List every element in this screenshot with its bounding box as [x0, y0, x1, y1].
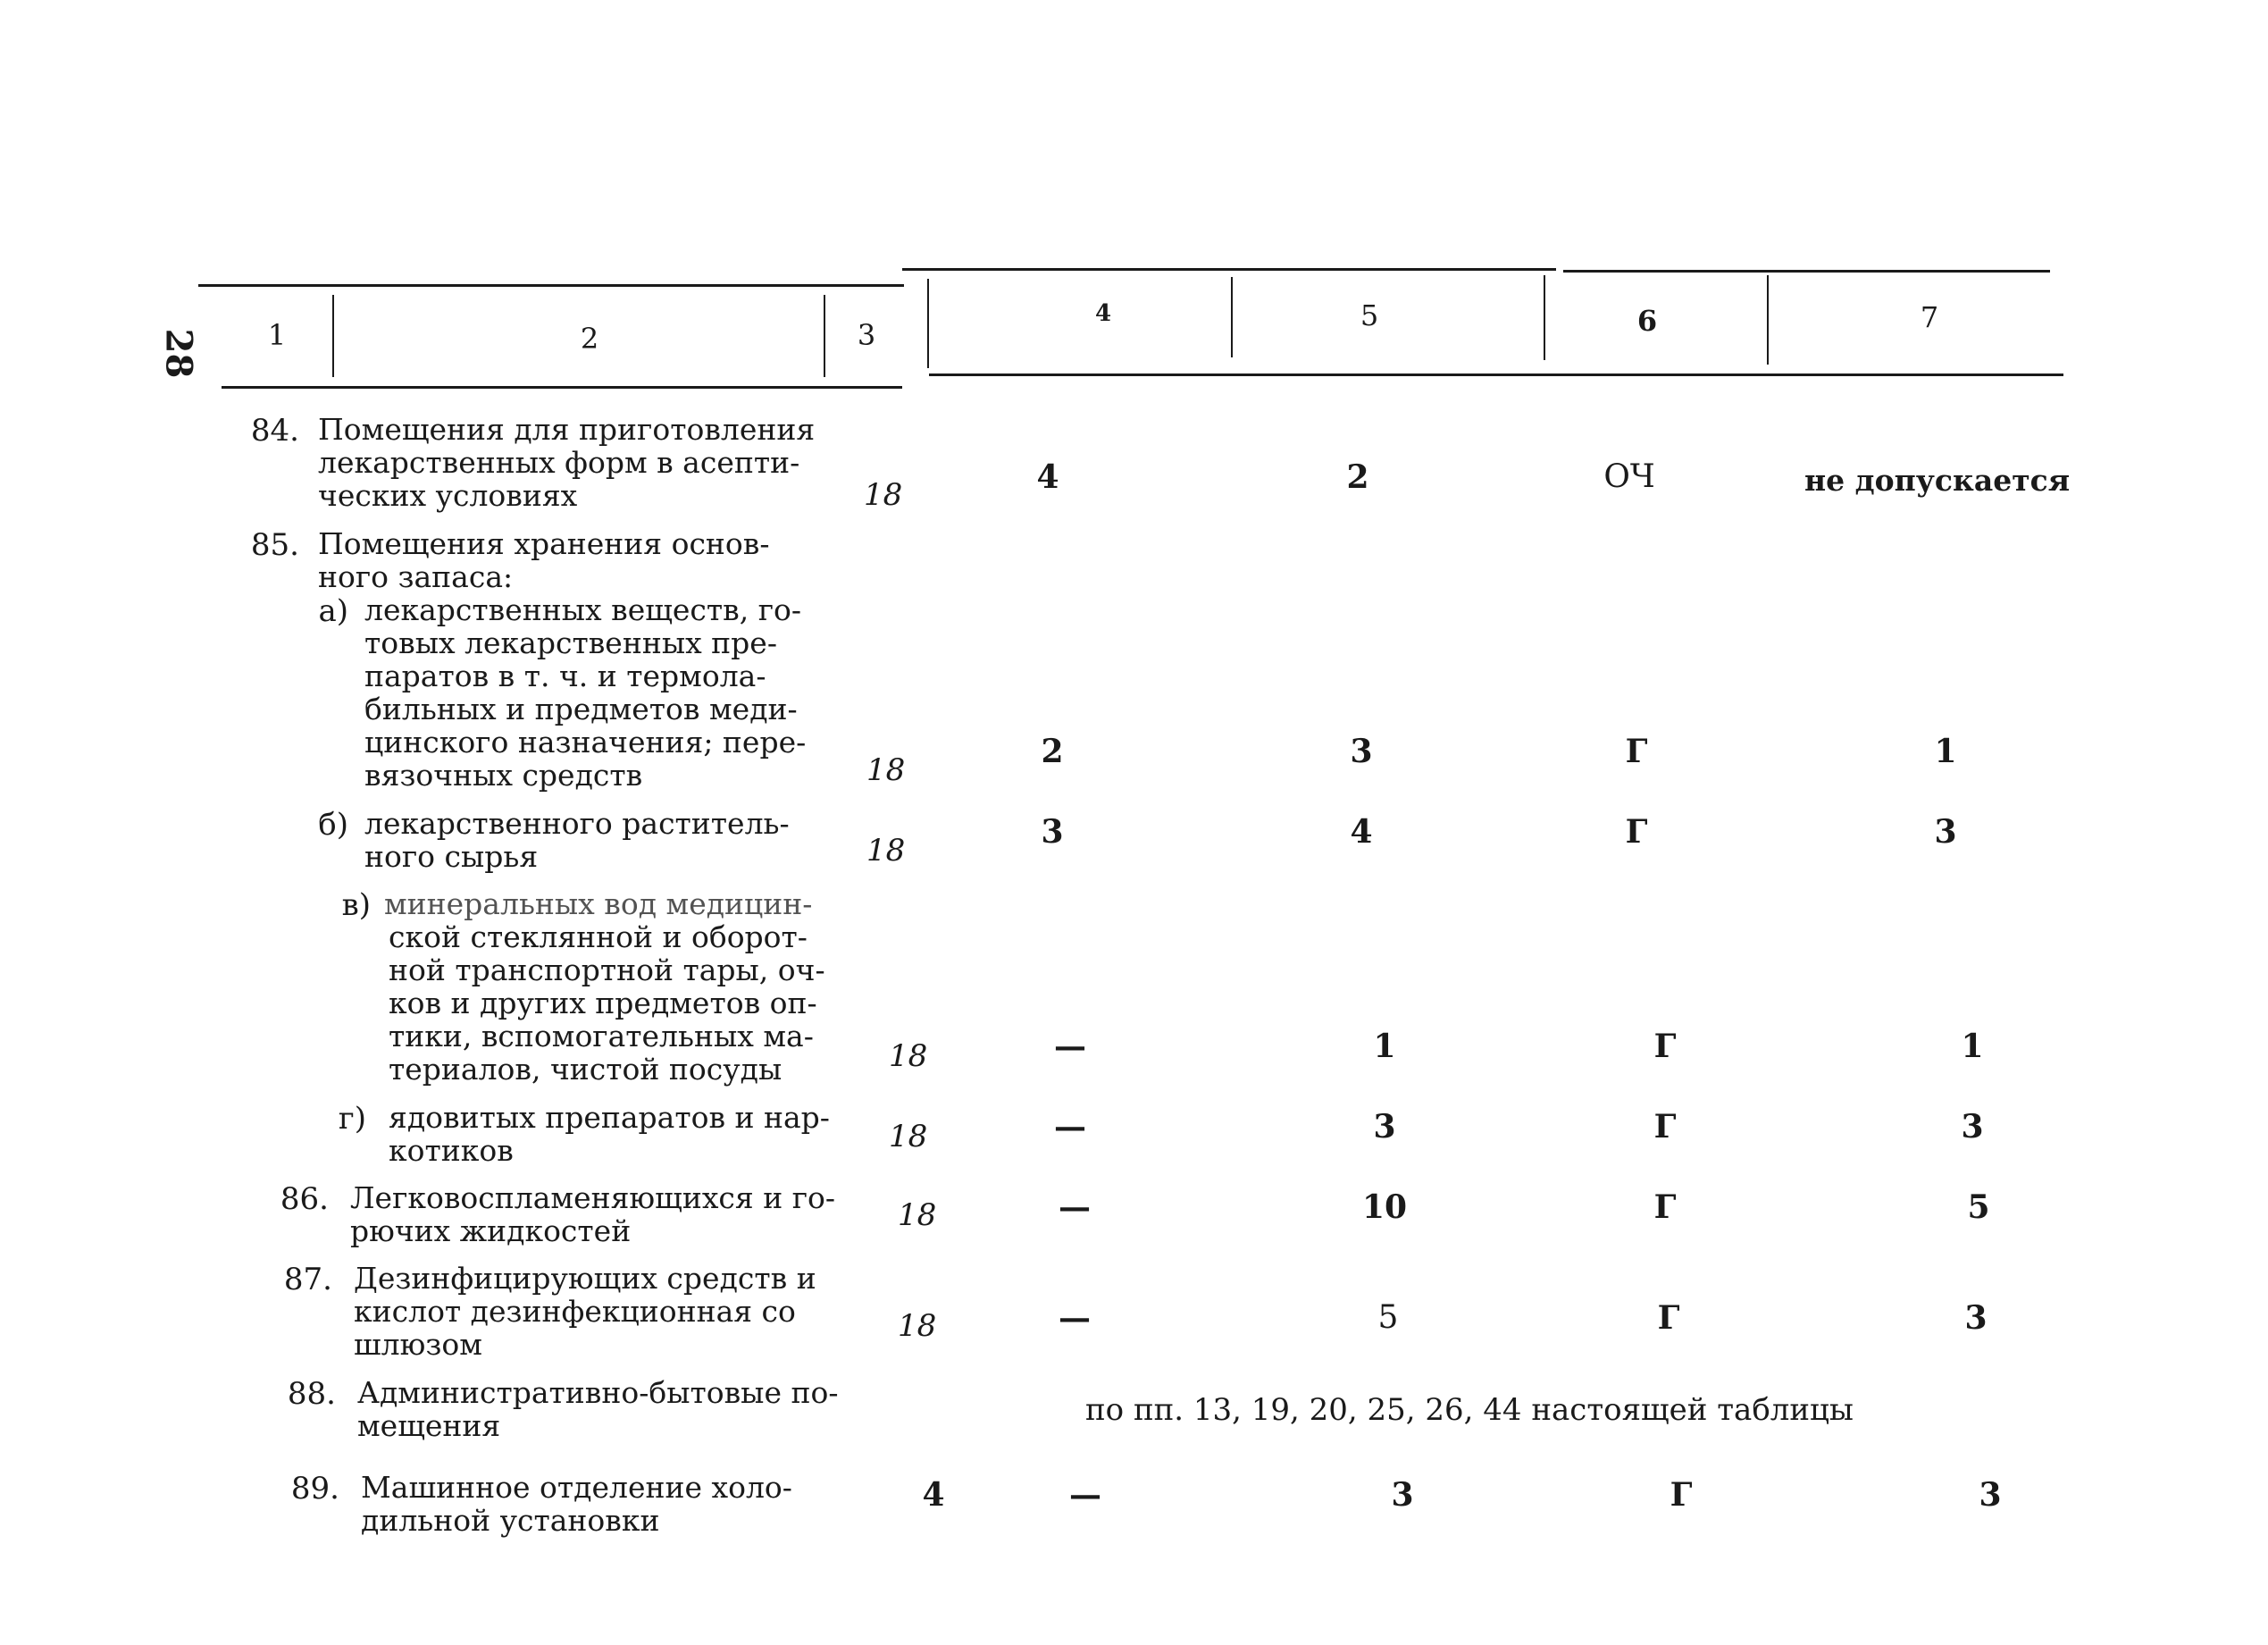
row-85b-col-5: 4 [1350, 813, 1373, 851]
row-85v-text-line-1: минеральных вод медицин- [384, 886, 813, 921]
header-col-7: 7 [1920, 300, 1939, 334]
row-89-text-line-2: дильной установки [361, 1503, 660, 1538]
row-85g-text-line-1: ядовитых препаратов и нар- [389, 1100, 830, 1135]
row-89-text-line-1: Машинное отделение холо- [361, 1470, 792, 1505]
row-88-spanning-note: по пп. 13, 19, 20, 25, 26, 44 настоящей таблицы [1085, 1392, 1854, 1428]
header-col-2: 2 [580, 322, 599, 356]
row-84-text-line-3: ческих условиях [318, 478, 578, 513]
row-84-col-4: 4 [1036, 458, 1059, 496]
row-85-text-line-2: ного запаса: [318, 559, 514, 594]
row-85a-col-6: Г [1625, 733, 1648, 770]
row-85b-col-6: Г [1625, 813, 1648, 851]
row-85a-text-line-3: паратов в т. ч. и термола- [364, 659, 766, 693]
row-84-col-6: ОЧ [1603, 458, 1655, 495]
row-85b-text-line-1: лекарственного раститель- [364, 806, 790, 841]
header-bottom-rule-left [222, 386, 902, 389]
row-89-col-3: 4 [922, 1476, 945, 1514]
row-85b-text-line-2: ного сырья [364, 839, 539, 874]
row-85v-text-line-5: тики, вспомогательных ма- [389, 1019, 814, 1053]
row-85b-col-7: 3 [1934, 813, 1957, 851]
row-85-number: 85. [250, 527, 299, 563]
row-85g-text-line-2: котиков [389, 1133, 514, 1168]
row-87-text-line-2: кислот дезинфекционная со [354, 1294, 796, 1329]
row-89-col-7: 3 [1979, 1476, 2002, 1514]
row-85v-text-line-4: ков и других предметов оп- [389, 986, 817, 1020]
row-87-col-6: Г [1657, 1299, 1680, 1337]
header-divider-1 [332, 295, 334, 377]
row-85a-col-4: 2 [1041, 733, 1064, 770]
row-85v-text-line-2: ской стеклянной и оборот- [389, 919, 808, 954]
row-84-col-3: 18 [864, 477, 903, 513]
row-87-col-3: 18 [898, 1308, 937, 1344]
row-86-number: 86. [280, 1181, 329, 1217]
row-87-col-4: — [1059, 1299, 1091, 1337]
row-85a-number: а) [318, 593, 348, 629]
row-85b-number: б) [318, 807, 348, 843]
row-85v-col-7: 1 [1961, 1028, 1984, 1065]
row-85v-text-line-6: териалов, чистой посуды [389, 1052, 783, 1087]
row-86-col-4: — [1059, 1188, 1091, 1226]
row-85a-text-line-4: бильных и предметов меди- [364, 692, 798, 726]
row-85g-col-5: 3 [1373, 1108, 1396, 1146]
row-87-text-line-1: Дезинфицирующих средств и [354, 1261, 816, 1296]
row-89-col-4: — [1069, 1476, 1101, 1514]
row-86-text-line-2: рючих жидкостей [350, 1213, 632, 1248]
header-divider-5 [1544, 275, 1545, 360]
header-top-rule-left [198, 284, 904, 287]
header-bottom-rule-right [929, 373, 2063, 376]
header-top-rule-right [1563, 270, 2050, 273]
row-85b-col-4: 3 [1041, 813, 1064, 851]
row-84-text-line-1: Помещения для приготовления [318, 412, 816, 447]
row-87-col-7: 3 [1964, 1299, 1988, 1337]
row-88-text-line-2: мещения [357, 1408, 501, 1443]
row-85v-col-3: 18 [889, 1038, 928, 1074]
row-85g-number: г) [338, 1101, 366, 1137]
page-number: 28 [157, 328, 200, 379]
row-85g-col-6: Г [1653, 1108, 1677, 1146]
row-87-number: 87. [283, 1262, 332, 1297]
row-88-text-line-1: Административно-бытовые по- [357, 1375, 839, 1410]
row-87-text-line-3: шлюзом [354, 1327, 482, 1362]
header-divider-3 [927, 279, 929, 368]
row-85v-col-4: — [1054, 1028, 1086, 1065]
row-85a-text-line-6: вязочных средств [364, 758, 643, 793]
row-86-col-3: 18 [898, 1197, 937, 1233]
row-85v-col-6: Г [1653, 1028, 1677, 1065]
row-84-col-5: 2 [1346, 458, 1369, 496]
row-89-number: 89. [290, 1471, 339, 1507]
header-col-4: 4 [1094, 300, 1112, 327]
row-85a-col-7: 1 [1934, 733, 1957, 770]
row-84-number: 84. [250, 413, 299, 449]
row-85a-text-line-2: товых лекарственных пре- [364, 625, 777, 660]
row-85v-text-line-3: ной транспортной тары, оч- [389, 953, 825, 987]
header-col-3: 3 [857, 318, 876, 352]
row-85g-col-7: 3 [1961, 1108, 1984, 1146]
row-89-col-6: Г [1670, 1476, 1693, 1514]
row-85-text-line-1: Помещения хранения основ- [318, 526, 770, 561]
row-85b-col-3: 18 [866, 833, 906, 869]
header-divider-4 [1231, 277, 1233, 357]
header-divider-6 [1767, 275, 1769, 365]
row-85a-col-3: 18 [866, 752, 906, 788]
row-86-col-6: Г [1653, 1188, 1677, 1226]
header-col-5: 5 [1360, 298, 1379, 332]
header-col-6: 6 [1636, 304, 1658, 338]
row-84-col-7: не допускается [1804, 463, 2071, 498]
row-85g-col-3: 18 [889, 1119, 928, 1154]
header-divider-2 [824, 295, 825, 377]
row-87-col-5: 5 [1377, 1299, 1399, 1336]
header-top-rule-mid [902, 268, 1556, 271]
row-89-col-5: 3 [1391, 1476, 1414, 1514]
row-86-col-7: 5 [1967, 1188, 1990, 1226]
row-84-text-line-2: лекарственных форм в асепти- [318, 445, 800, 480]
row-85a-text-line-1: лекарственных веществ, го- [364, 592, 802, 627]
header-col-1: 1 [267, 318, 287, 352]
row-85g-col-4: — [1054, 1108, 1086, 1146]
row-86-col-5: 10 [1361, 1188, 1408, 1226]
row-88-number: 88. [287, 1376, 336, 1412]
row-85a-text-line-5: цинского назначения; пере- [364, 725, 807, 760]
row-85v-number: в) [341, 887, 371, 923]
row-85a-col-5: 3 [1350, 733, 1373, 770]
row-85v-col-5: 1 [1373, 1028, 1396, 1065]
row-86-text-line-1: Легковоспламеняющихся и го- [350, 1180, 836, 1215]
